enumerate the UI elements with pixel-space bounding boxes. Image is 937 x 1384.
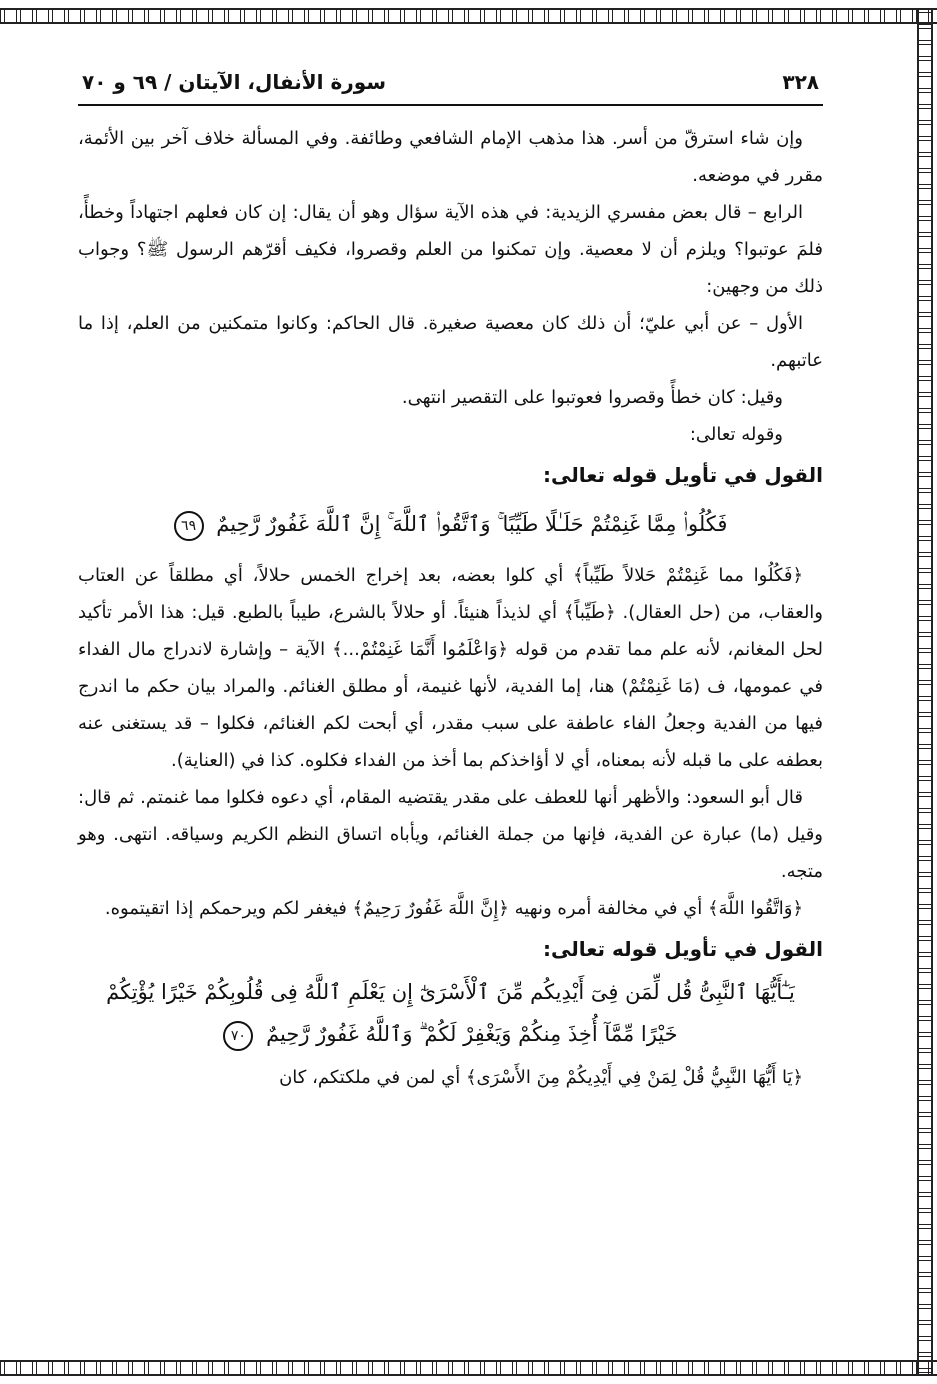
verse-line: يَـٰٓأَيُّهَا ٱلنَّبِىُّ قُل لِّمَن فِىٓ أَيْدِيكُم مِّنَ ٱلْأَسْرَىٰٓ إِن يَعْلَمِ ٱللَّهُ فِى قُلُوبِكُمْ خَيْرًا يُؤْتِكُمْ	[106, 980, 795, 1004]
verse-text: فَكُلُوا۟ مِمَّا غَنِمْتُمْ حَلَـٰلًا طَيِّبًا ۚ وَٱتَّقُوا۟ ٱللَّهَ ۚ إِنَّ ٱللَّهَ غَفُورٌ رَّحِيمٌ	[216, 512, 728, 536]
paragraph: ﴿وَاتَّقُوا اللَّهَ﴾ أي في مخالفة أمره ونهيه ﴿إِنَّ اللَّهَ غَفُورٌ رَحِيمٌ﴾ فيغفر لكم ويرحمكم إذا اتقيتموه.	[104, 898, 803, 919]
top-border	[0, 8, 937, 24]
page	[78, 70, 823, 1096]
paragraph: وإن شاء استرقّ من أسر. هذا مذهب الإمام الشافعي وطائفة. وفي المسألة خلاف آخر بين الأئمة، مقرر في موضعه.	[78, 128, 823, 186]
paragraph: وقيل: كان خطأً وقصروا فعوتبوا على التقصير انتهى.	[401, 387, 783, 408]
paragraph: وقوله تعالى:	[689, 424, 783, 445]
verse-text: خَيْرًا مِّمَّآ أُخِذَ مِنكُمْ وَيَغْفِرْ لَكُمْ ۗ وَٱللَّهُ غَفُورٌ رَّحِيمٌ	[266, 1022, 678, 1046]
verse-number-badge: ٧٠	[223, 1021, 253, 1051]
running-title: سورة الأنفال، الآيتان / ٦٩ و ٧٠	[82, 70, 387, 94]
verse-number-badge: ٦٩	[174, 511, 204, 541]
paragraph: ﴿فَكُلُوا مما غَنِمْتُمْ حَلالاً طَيِّباً﴾ أي كلوا بعضه، بعد إخراج الخمس حلالاً، أي مطلقاً عن العتاب والعقاب، من (حل العقال). ﴿طَيِّباً﴾ أي لذيذاً هنيئاً. أو حلالاً بالشرع، طيباً بالطبع. قيل: هذا الأمر تأكيد لحل المغانم، لأنه علم مما تقدم من قوله ﴿وَاعْلَمُوا أَنَّمَا غَنِمْتُمْ...﴾ الآية – وإشارة لاندراج مال الفداء في عمومها، ف (مَا غَنِمْتُمْ) هنا، إما الفدية، لأنها غنيمة، أو مطلق الغنائم. والمراد بيان حكم ما اندرج فيها من الفدية وجعلُ الفاء عاطفة على سبب مقدر، أي أبحت لكم الغنائم، فكلوا – قد يستغنى عنه بعطفه على ما قبله لأنه بمعناه، أي لا أؤاخذكم بما أخذ من الفداء فكلوه. كذا في (العناية).	[78, 565, 823, 771]
quran-verse	[78, 501, 823, 547]
right-border	[917, 8, 933, 1376]
paragraph: الأول – عن أبي عليّ؛ أن ذلك كان معصية صغيرة. قال الحاكم: وكانوا متمكنين من العلم، إذا ما عاتبهم.	[78, 313, 823, 371]
section-heading: القول في تأويل قوله تعالى:	[543, 463, 823, 487]
page-header	[78, 70, 823, 106]
section-heading: القول في تأويل قوله تعالى:	[543, 937, 823, 961]
bottom-border	[0, 1360, 937, 1376]
page-content	[78, 120, 823, 1096]
quran-verse	[78, 971, 823, 1055]
paragraph: الرابع – قال بعض مفسري الزيدية: في هذه الآية سؤال وهو أن يقال: إن كان فعلهم اجتهاداً وخطأً، فلمَ عوتبوا؟ ويلزم أن لا معصية. وإن تمكنوا من العلم وقصروا، فكيف أقرّهم الرسول ﷺ؟ وجواب ذلك من وجهين:	[78, 202, 823, 297]
page-number: ٣٢٨	[782, 70, 819, 94]
paragraph: ﴿يَا أَيُّهَا النَّبِيُّ قُلْ لِمَنْ فِي أَيْدِيكُمْ مِنَ الأَسْرَى﴾ أي لمن في ملكتكم، كان	[279, 1067, 803, 1088]
verse-line-2	[78, 1013, 823, 1055]
paragraph: قال أبو السعود: والأظهر أنها للعطف على مقدر يقتضيه المقام، أي دعوه فكلوا مما غنمتم. ثم قال: وقيل (ما) عبارة عن الفدية، فإنها من جملة الغنائم، ويأباه اتساق النظم الكريم وسياقه. انتهى. وهو متجه.	[78, 787, 823, 882]
